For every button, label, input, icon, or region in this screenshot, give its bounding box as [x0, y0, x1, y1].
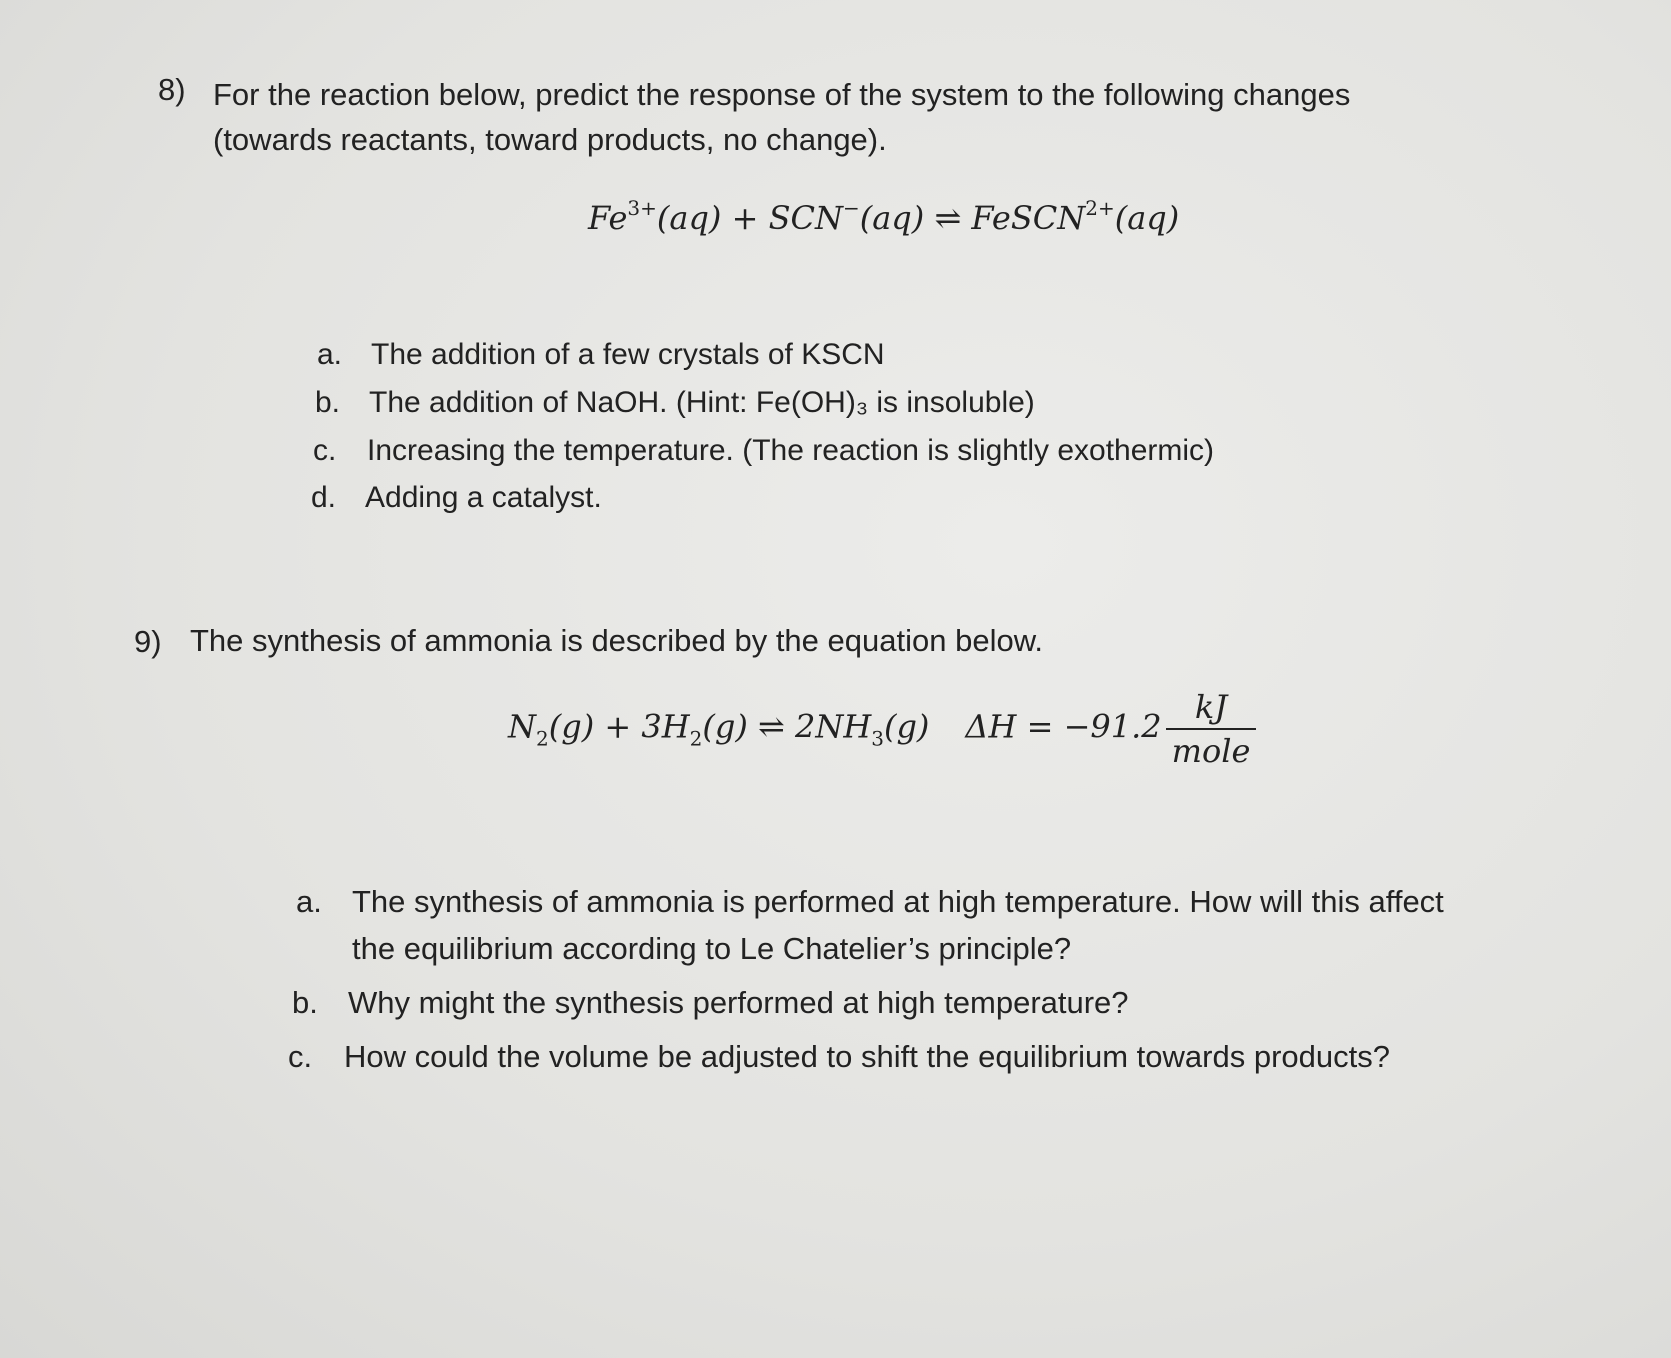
item-label: a. [317, 338, 343, 371]
eq-n-sub: 2 [536, 726, 549, 751]
eq-numerator: kJ [1166, 688, 1257, 730]
item-label: b. [315, 386, 341, 419]
eq-fescn-charge: 2+ [1085, 196, 1115, 220]
item-text-line2: the equilibrium according to Le Chatelier’s principle? [352, 931, 1072, 966]
eq-part2: (g) ⇌ 2NH [702, 707, 872, 746]
item-text: Adding a catalyst. [365, 481, 602, 514]
eq-scn-charge: − [842, 196, 860, 220]
question-8-line1: For the reaction below, predict the response of the system to the following changes [213, 77, 1351, 112]
item-label: c. [313, 434, 337, 467]
q8-item-c [313, 434, 1214, 468]
question-9-prompt: The synthesis of ammonia is described by the equation below. [190, 623, 1043, 658]
eq-delta-h: ΔH = −91.2 [965, 707, 1162, 746]
eq-fe: Fe [588, 199, 628, 237]
q8-item-a [317, 338, 885, 372]
eq-fraction [1166, 688, 1257, 770]
item-label: c. [288, 1039, 313, 1074]
eq-part3: (aq) [1114, 199, 1180, 237]
question-9-equation [508, 688, 1256, 770]
eq-part3: (g) [883, 707, 930, 746]
item-text: The addition of a few crystals of KSCN [371, 338, 885, 371]
q8-item-d [311, 481, 602, 515]
question-8-number: 8) [158, 72, 186, 107]
item-label: b. [292, 985, 318, 1020]
eq-part1: (g) + 3H [548, 707, 690, 746]
item-text: Why might the synthesis performed at high temperature? [348, 985, 1129, 1020]
q9-item-b [292, 979, 1638, 1026]
q8-item-b [315, 386, 1035, 420]
item-text: Increasing the temperature. (The reaction is slightly exothermic) [367, 434, 1215, 467]
item-text: The addition of NaOH. (Hint: Fe(OH)₃ is insoluble) [369, 386, 1035, 419]
item-text: How could the volume be adjusted to shift the equilibrium towards products? [344, 1039, 1390, 1074]
eq-n: N [508, 707, 536, 746]
eq-h-sub: 2 [689, 726, 703, 751]
item-text-line1: The synthesis of ammonia is performed at high temperature. How will this affect [352, 884, 1444, 919]
eq-fe-charge: 3+ [627, 196, 657, 220]
eq-nh-sub: 3 [871, 726, 884, 751]
question-8-line2: (towards reactants, toward products, no change). [213, 122, 887, 157]
q9-item-c [288, 1033, 1634, 1080]
eq-denominator: mole [1171, 732, 1251, 770]
eq-part1: (aq) + SCN [656, 199, 843, 237]
q9-item-a [296, 878, 1642, 972]
question-8-prompt [213, 72, 1613, 162]
item-label: a. [296, 884, 322, 919]
eq-part2: (aq) ⇌ FeSCN [859, 199, 1086, 237]
question-8-equation [588, 196, 1179, 237]
question-9-number: 9) [134, 624, 162, 659]
item-label: d. [311, 481, 337, 514]
